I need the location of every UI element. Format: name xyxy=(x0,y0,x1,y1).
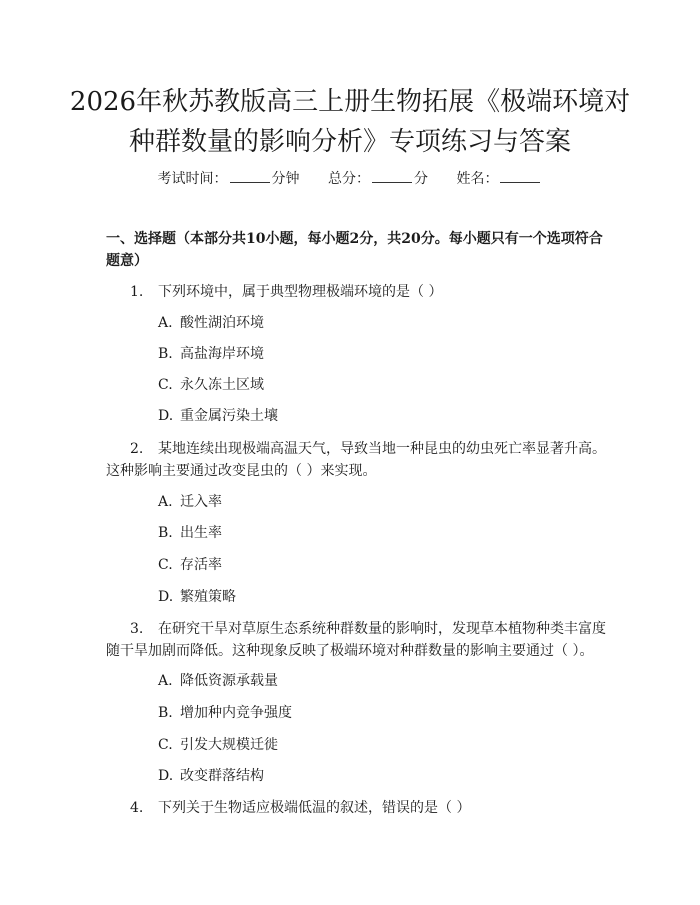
option-3d[interactable] xyxy=(158,766,264,786)
option-2d[interactable] xyxy=(158,587,236,607)
option-letter: A. xyxy=(158,494,173,510)
option-1c[interactable] xyxy=(158,375,264,395)
option-letter: D. xyxy=(158,408,174,424)
exam-time-label: 考试时间： xyxy=(157,171,228,187)
exam-meta xyxy=(0,168,700,188)
option-2a[interactable] xyxy=(158,492,222,512)
question-4 xyxy=(106,797,606,819)
total-score xyxy=(328,171,432,187)
option-letter: B. xyxy=(158,346,173,362)
option-text: 改变群落结构 xyxy=(180,768,264,784)
exam-time-unit: 分钟 xyxy=(271,171,300,187)
option-text: 存活率 xyxy=(180,557,222,573)
option-3c[interactable] xyxy=(158,735,278,755)
option-letter: C. xyxy=(158,377,173,393)
option-text: 酸性湖泊环境 xyxy=(180,315,264,331)
option-letter: A. xyxy=(158,673,173,689)
question-text: 在研究干旱对草原生态系统种群数量的影响时，发现草本植物种类丰富度随干旱加剧而降低。这种现象反映了极端环境对种群数量的影响主要通过（ ）。 xyxy=(106,621,606,659)
question-text: 下列环境中，属于典型物理极端环境的是（ ） xyxy=(158,284,443,300)
total-score-unit: 分 xyxy=(414,171,428,187)
option-letter: B. xyxy=(158,525,173,541)
option-1a[interactable] xyxy=(158,313,264,333)
question-number: 1. xyxy=(130,284,144,300)
option-text: 引发大规模迁徙 xyxy=(180,737,278,753)
question-number: 4. xyxy=(130,800,144,816)
student-name-label: 姓名： xyxy=(456,171,499,187)
exam-time-blank[interactable] xyxy=(230,170,270,183)
option-text: 迁入率 xyxy=(180,494,222,510)
student-name-blank[interactable] xyxy=(500,170,540,183)
option-letter: A. xyxy=(158,315,173,331)
option-text: 繁殖策略 xyxy=(180,589,236,605)
exam-time xyxy=(158,171,304,187)
option-letter: C. xyxy=(158,737,173,753)
option-text: 高盐海岸环境 xyxy=(180,346,264,362)
option-3a[interactable] xyxy=(158,671,278,691)
total-score-blank[interactable] xyxy=(372,170,412,183)
option-2c[interactable] xyxy=(158,555,222,575)
question-3 xyxy=(106,618,606,662)
option-text: 出生率 xyxy=(180,525,222,541)
option-letter: D. xyxy=(158,589,174,605)
question-number: 3. xyxy=(130,621,144,637)
option-letter: D. xyxy=(158,768,174,784)
option-text: 增加种内竞争强度 xyxy=(180,705,292,721)
option-2b[interactable] xyxy=(158,523,222,543)
page-title: 2026年秋苏教版高三上册生物拓展《极端环境对种群数量的影响分析》专项练习与答案 xyxy=(69,87,631,157)
option-text: 永久冻土区域 xyxy=(180,377,264,393)
option-1b[interactable] xyxy=(158,344,264,364)
option-1d[interactable] xyxy=(158,406,278,426)
question-1 xyxy=(106,281,606,303)
option-text: 重金属污染土壤 xyxy=(180,408,278,424)
option-text: 降低资源承载量 xyxy=(180,673,278,689)
option-letter: C. xyxy=(158,557,173,573)
question-number: 2. xyxy=(130,441,144,457)
option-letter: B. xyxy=(158,705,173,721)
option-3b[interactable] xyxy=(158,703,292,723)
question-2 xyxy=(106,438,606,482)
total-score-label: 总分： xyxy=(328,171,370,187)
section-heading: 一、选择题（本部分共10小题，每小题2分，共20分。每小题只有一个选项符合题意） xyxy=(106,231,603,269)
student-name xyxy=(456,171,542,187)
question-text: 下列关于生物适应极端低温的叙述，错误的是（ ） xyxy=(158,800,471,816)
question-text: 某地连续出现极端高温天气，导致当地一种昆虫的幼虫死亡率显著升高。这种影响主要通过改变昆虫的（ ）来实现。 xyxy=(106,441,606,479)
